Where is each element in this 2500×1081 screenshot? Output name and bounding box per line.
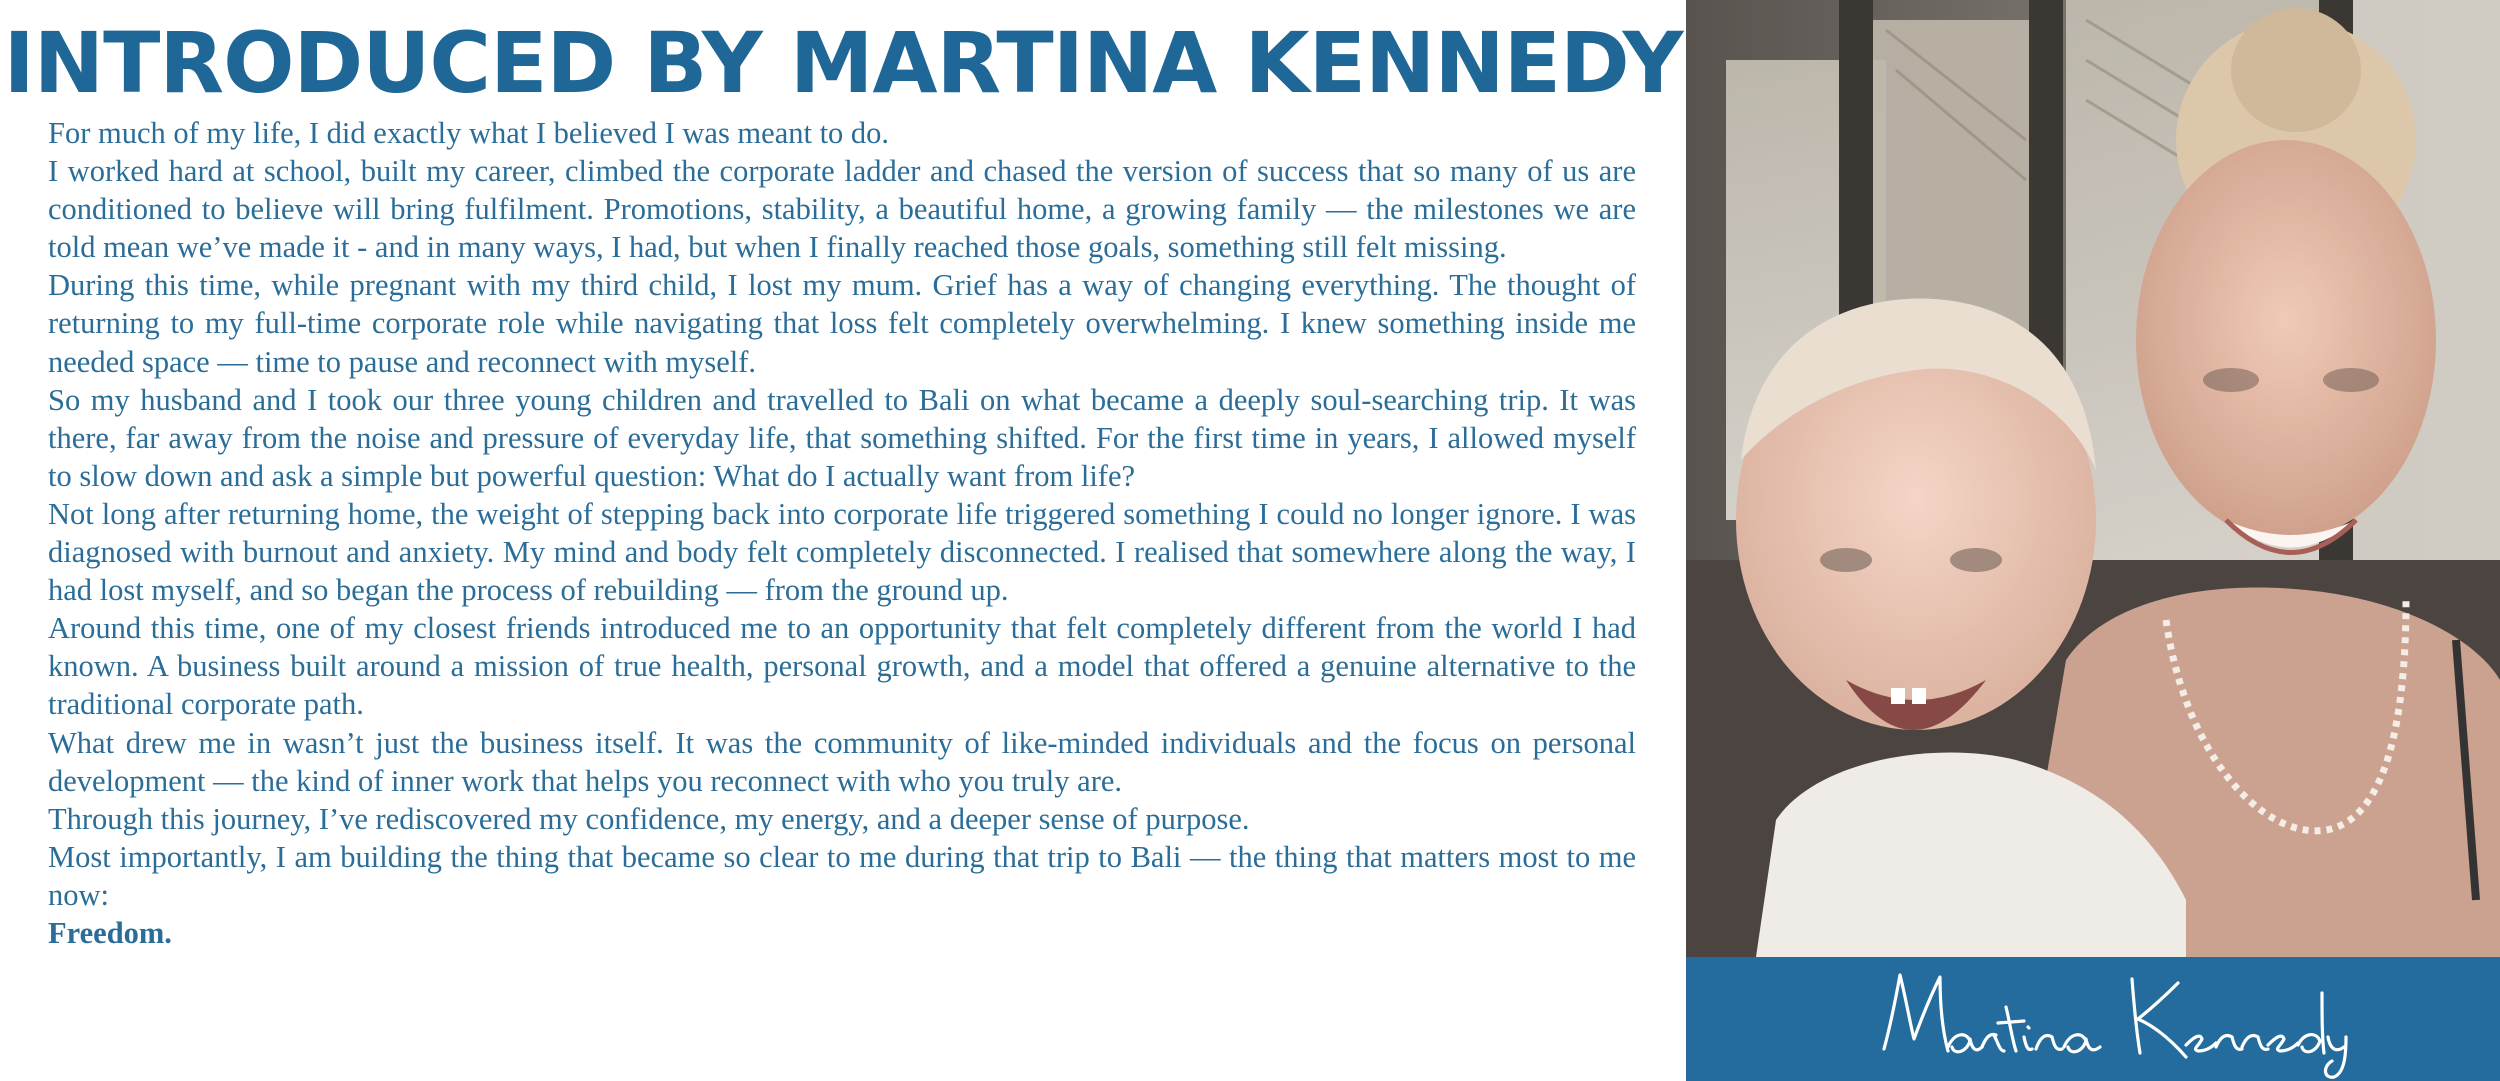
paragraph: Not long after returning home, the weight of stepping back into corporate life triggered something I could no longer ignore. I was diagnosed with burnout and anxiety. My mind and body felt completely disconnected. I realised that somewhere along the way, I had lost myself, and so began the process of rebuilding — from the ground up. (48, 496, 1636, 608)
paragraph: Around this time, one of my closest friends introduced me to an opportunity that felt completely different from the world I had known. A business built around a mission of true health, personal growth, and a model that offered a genuine alternative to the traditional corporate path. (48, 611, 1636, 722)
paragraph: During this time, while pregnant with my third child, I lost my mum. Grief has a way of changing everything. The thought of returning to my full-time corporate role while navigating that loss felt completely overwhelming. I knew something inside me needed space — time to pause and reconnect with myself. (48, 268, 1636, 379)
closing-word: Freedom. (48, 915, 172, 950)
paragraph: I worked hard at school, built my career, climbed the corporate ladder and chased the version of success that so many of us are conditioned to believe will bring fulfilment. Promotions, stability, a beautiful home, a growing family — the milestones we are told mean we’ve made it - and in many ways, I had, but when I finally reached those goals, something still felt missing. (48, 154, 1636, 265)
portrait-photo (1686, 0, 2500, 957)
intro-text (48, 114, 1636, 952)
paragraph: What drew me in wasn’t just the business itself. It was the community of like-minded individuals and the focus on personal development — the kind of inner work that helps you reconnect with who you truly are. (48, 725, 1636, 798)
name-banner (1686, 957, 2500, 1081)
paragraph: Through this journey, I’ve rediscovered my confidence, my energy, and a deeper sense of purpose. (48, 801, 1250, 836)
paragraph: For much of my life, I did exactly what I believed I was meant to do. (48, 116, 890, 150)
paragraph: So my husband and I took our three young children and travelled to Bali on what became a deeply soul-searching trip. It was there, far away from the noise and pressure of everyday life, that something shifted. For the first time in years, I allowed myself to slow down and ask a simple but powerful question: What do I actually want from life? (48, 382, 1636, 493)
portrait-illustration (1686, 0, 2500, 957)
page-title: INTRODUCED BY MARTINA KENNEDY (3, 14, 1683, 112)
signature-logo (1686, 957, 2500, 1081)
paragraph: Most importantly, I am building the thing that became so clear to me during that trip to Bali — the thing that matters most to me now: (48, 839, 1636, 912)
